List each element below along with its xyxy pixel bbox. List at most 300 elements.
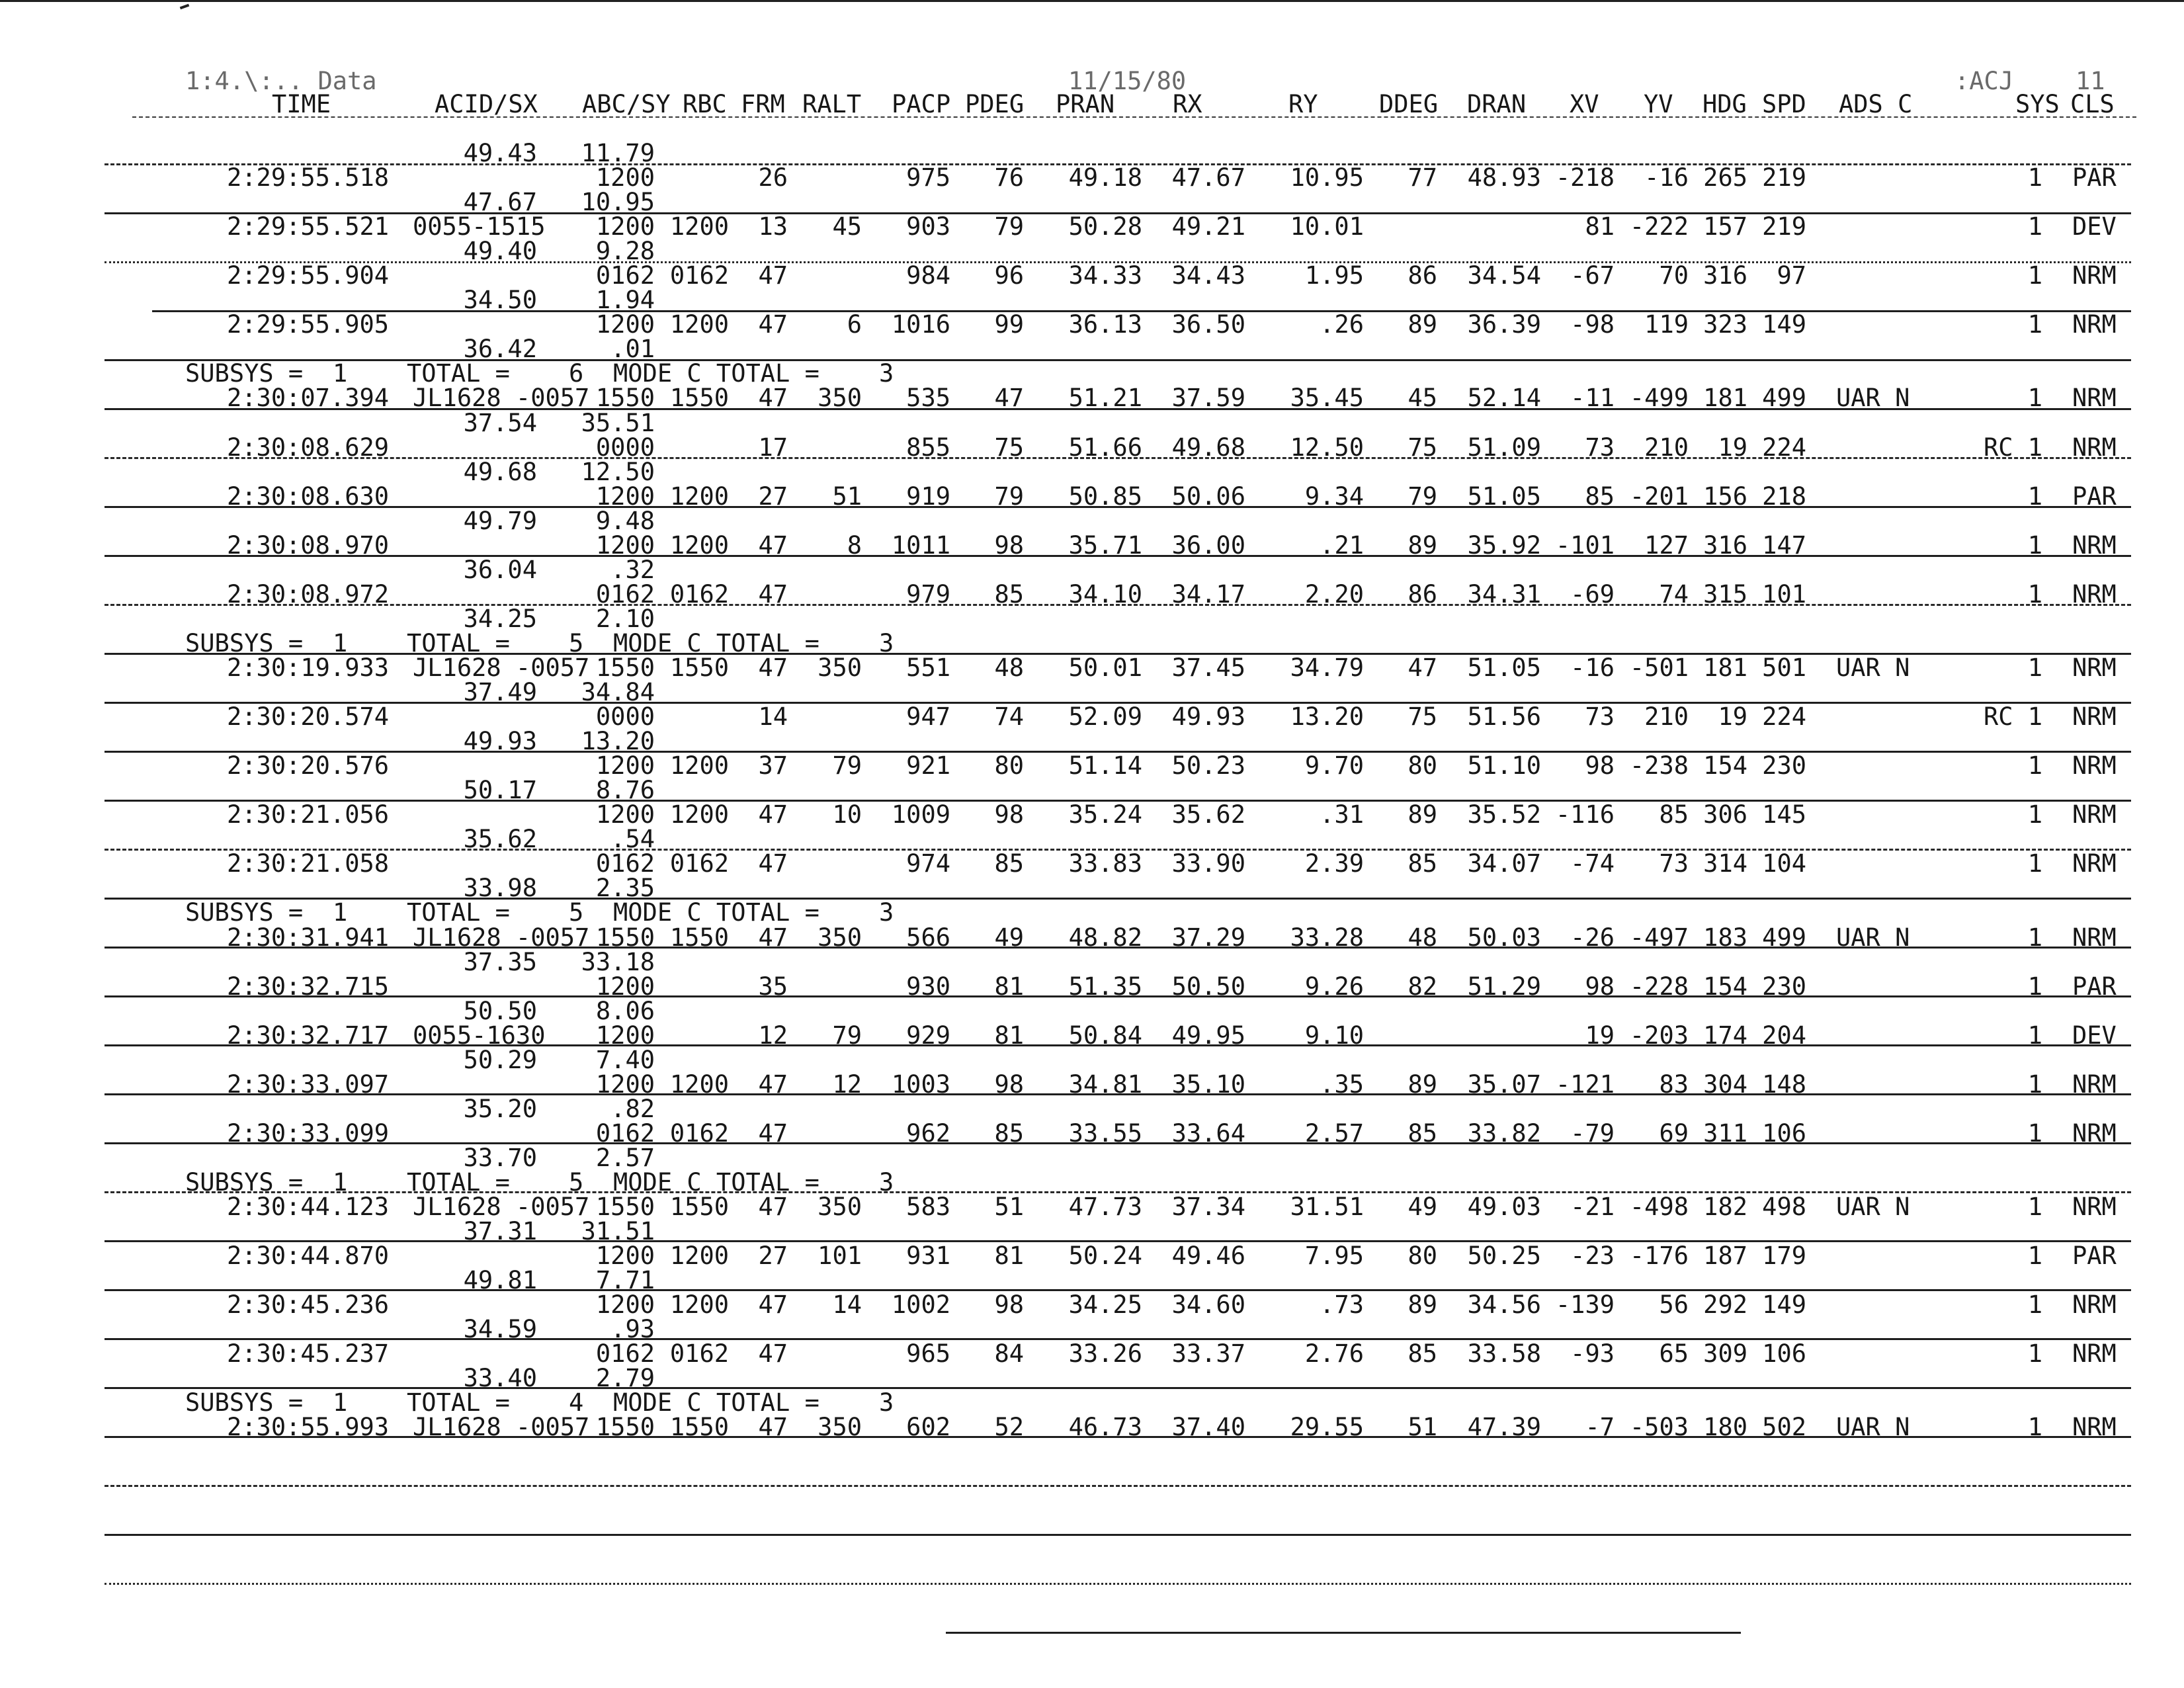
sx-cell: 49.40 <box>463 237 537 266</box>
mode-c-total-value: 3 <box>879 1388 894 1417</box>
track-record-row <box>0 165 2184 190</box>
ads-cell: UAR N <box>1836 923 1910 952</box>
rbc-cell: 1200 <box>669 212 729 241</box>
ry-cell: 10.95 <box>1290 163 1364 192</box>
header-underline <box>132 116 2136 118</box>
hdg-cell: 316 <box>1703 530 1747 560</box>
track-record-row <box>0 435 2184 460</box>
sx-cell: 49.68 <box>463 457 537 486</box>
acid-cell: JL1628 -0057 <box>413 1193 590 1222</box>
sys-cell: 1 <box>2027 751 2042 781</box>
report-date: 11/15/80 <box>1068 67 1187 95</box>
sx-sy-subrow <box>0 825 2184 854</box>
ry-cell: .31 <box>1320 800 1364 829</box>
pran-cell: 51.35 <box>1068 972 1142 1001</box>
yv-cell: 83 <box>1659 1070 1689 1099</box>
dran-cell: 51.09 <box>1467 433 1541 462</box>
cls-cell: NRM <box>2072 530 2117 560</box>
pran-cell: 50.24 <box>1068 1242 1142 1271</box>
sys-cell: 1 <box>2027 1413 2042 1442</box>
pacp-cell: 921 <box>906 751 950 781</box>
pacp-cell: 855 <box>906 433 950 462</box>
abc-cell: 1200 <box>595 482 655 511</box>
rc-flag-cell: RC <box>1984 702 2013 732</box>
time-cell: 2:30:08.970 <box>227 530 390 560</box>
spd-cell: 97 <box>1777 261 1806 290</box>
sy-cell: 1.94 <box>595 286 655 315</box>
spd-cell: 101 <box>1762 579 1806 609</box>
yv-cell: 210 <box>1644 433 1689 462</box>
sys-cell: 1 <box>2027 163 2042 192</box>
time-cell: 2:29:55.905 <box>227 310 390 339</box>
subsystem-summary-row <box>0 1167 2184 1197</box>
sx-sy-subrow <box>0 1364 2184 1393</box>
total-label: TOTAL = <box>407 898 510 927</box>
col-header-rbc: RBC <box>683 90 727 118</box>
rbc-cell: 1550 <box>669 384 729 413</box>
dran-cell: 33.58 <box>1467 1339 1541 1369</box>
pran-cell: 48.82 <box>1068 923 1142 952</box>
cls-cell: NRM <box>2072 310 2117 339</box>
frm-cell: 47 <box>758 579 788 609</box>
abc-cell: 1550 <box>595 923 655 952</box>
cls-cell: NRM <box>2072 433 2117 462</box>
rx-cell: 36.00 <box>1171 530 1245 560</box>
dran-cell: 34.54 <box>1467 261 1541 290</box>
cls-cell: NRM <box>2072 751 2117 781</box>
pacp-cell: 929 <box>906 1021 950 1050</box>
sy-cell: 7.71 <box>595 1266 655 1295</box>
cls-cell: NRM <box>2072 1339 2117 1369</box>
sx-sy-subrow <box>0 604 2184 633</box>
total-value: 5 <box>569 1167 584 1197</box>
frm-cell: 47 <box>758 1413 788 1442</box>
pdeg-cell: 81 <box>994 1021 1024 1050</box>
subsystem-summary-row <box>0 900 2184 925</box>
pdeg-cell: 79 <box>994 212 1024 241</box>
total-value: 5 <box>569 628 584 657</box>
time-cell: 2:30:31.941 <box>227 923 390 952</box>
time-cell: 2:30:55.993 <box>227 1413 390 1442</box>
hdg-cell: 315 <box>1703 579 1747 609</box>
track-record-row <box>0 974 2184 999</box>
abc-cell: 1200 <box>595 530 655 560</box>
time-cell: 2:30:44.123 <box>227 1193 390 1222</box>
frm-cell: 13 <box>758 212 788 241</box>
ddeg-cell: 75 <box>1407 702 1437 732</box>
sys-cell: 1 <box>2027 849 2042 878</box>
ry-cell: 2.76 <box>1304 1339 1364 1369</box>
sx-sy-subrow <box>0 335 2184 364</box>
rx-cell: 37.34 <box>1171 1193 1245 1222</box>
hdg-cell: 265 <box>1703 163 1747 192</box>
xv-cell: 73 <box>1585 702 1615 732</box>
rx-cell: 37.59 <box>1171 384 1245 413</box>
spd-cell: 224 <box>1762 433 1806 462</box>
sx-cell: 36.04 <box>463 555 537 584</box>
ry-cell: .73 <box>1320 1290 1364 1320</box>
spd-cell: 148 <box>1762 1070 1806 1099</box>
sys-cell: 1 <box>2027 653 2042 682</box>
frm-cell: 47 <box>758 384 788 413</box>
dran-cell: 50.25 <box>1467 1242 1541 1271</box>
cls-cell: PAR <box>2072 1242 2117 1271</box>
rx-cell: 49.95 <box>1171 1021 1245 1050</box>
sx-cell: 37.35 <box>463 947 537 976</box>
dran-cell: 51.05 <box>1467 482 1541 511</box>
subsystem-summary-row <box>0 628 2184 657</box>
subsystem-summary-row <box>0 1390 2184 1415</box>
pdeg-cell: 96 <box>994 261 1024 290</box>
sys-cell: 1 <box>2027 433 2042 462</box>
abc-cell: 0162 <box>595 1339 655 1369</box>
spd-cell: 106 <box>1762 1118 1806 1148</box>
ddeg-cell: 75 <box>1407 433 1437 462</box>
pran-cell: 34.33 <box>1068 261 1142 290</box>
col-header-frm: FRM <box>741 90 785 118</box>
abc-cell: 1550 <box>595 1413 655 1442</box>
col-header-ads-c: ADS C <box>1839 90 1913 118</box>
sx-sy-subrow <box>0 141 2184 165</box>
track-record-row <box>0 851 2184 876</box>
pacp-cell: 535 <box>906 384 950 413</box>
total-value: 6 <box>569 359 584 388</box>
rx-cell: 49.46 <box>1171 1242 1245 1271</box>
frm-cell: 47 <box>758 530 788 560</box>
abc-cell: 1200 <box>595 163 655 192</box>
frm-cell: 47 <box>758 1118 788 1148</box>
sys-cell: 1 <box>2027 530 2042 560</box>
xv-cell: -16 <box>1570 653 1615 682</box>
sy-cell: 7.40 <box>595 1045 655 1074</box>
track-record-row <box>0 263 2184 288</box>
sy-cell: 11.79 <box>581 139 655 167</box>
spd-cell: 230 <box>1762 972 1806 1001</box>
sx-sy-subrow <box>0 1219 2184 1244</box>
sx-cell: 50.50 <box>463 996 537 1025</box>
pran-cell: 36.13 <box>1068 310 1142 339</box>
cls-cell: PAR <box>2072 163 2117 192</box>
yv-cell: -201 <box>1629 482 1689 511</box>
abc-cell: 1200 <box>595 972 655 1001</box>
col-header-time: TIME <box>272 90 331 118</box>
pdeg-cell: 52 <box>994 1413 1024 1442</box>
mode-c-total-value: 3 <box>879 628 894 657</box>
cls-cell: NRM <box>2072 579 2117 609</box>
col-header-spd: SPD <box>1762 90 1806 118</box>
rbc-cell: 0162 <box>669 1339 729 1369</box>
dran-cell: 34.31 <box>1467 579 1541 609</box>
pran-cell: 50.28 <box>1068 212 1142 241</box>
pran-cell: 49.18 <box>1068 163 1142 192</box>
hdg-cell: 157 <box>1703 212 1747 241</box>
pdeg-cell: 81 <box>994 1242 1024 1271</box>
frm-cell: 47 <box>758 1290 788 1320</box>
sy-cell: 2.79 <box>595 1364 655 1393</box>
ddeg-cell: 48 <box>1407 923 1437 952</box>
track-record-row <box>0 1023 2184 1048</box>
pacp-cell: 930 <box>906 972 950 1001</box>
cls-cell: NRM <box>2072 702 2117 732</box>
rx-cell: 36.50 <box>1171 310 1245 339</box>
time-cell: 2:30:32.715 <box>227 972 390 1001</box>
rx-cell: 35.10 <box>1171 1070 1245 1099</box>
track-record-row <box>0 214 2184 239</box>
abc-cell: 1200 <box>595 1290 655 1320</box>
track-record-row <box>0 1118 2184 1148</box>
dran-cell: 50.03 <box>1467 923 1541 952</box>
time-cell: 2:30:45.236 <box>227 1290 390 1320</box>
spd-cell: 230 <box>1762 751 1806 781</box>
time-cell: 2:30:21.058 <box>227 849 390 878</box>
pran-cell: 50.84 <box>1068 1021 1142 1050</box>
pran-cell: 33.83 <box>1068 849 1142 878</box>
sx-sy-subrow <box>0 1143 2184 1172</box>
ralt-cell: 6 <box>847 310 862 339</box>
sy-cell: 9.48 <box>595 506 655 535</box>
sys-cell: 1 <box>2027 1242 2042 1271</box>
time-cell: 2:30:08.630 <box>227 482 390 511</box>
rx-cell: 37.29 <box>1171 923 1245 952</box>
sx-cell: 49.43 <box>463 139 537 167</box>
frm-cell: 47 <box>758 653 788 682</box>
spd-cell: 104 <box>1762 849 1806 878</box>
cls-cell: PAR <box>2072 482 2117 511</box>
sy-cell: 13.20 <box>581 727 655 756</box>
abc-cell: 0000 <box>595 433 655 462</box>
pran-cell: 34.25 <box>1068 1290 1142 1320</box>
sy-cell: 12.50 <box>581 457 655 486</box>
spd-cell: 149 <box>1762 1290 1806 1320</box>
xv-cell: 98 <box>1585 972 1615 1001</box>
col-header-dran: DRAN <box>1467 90 1527 118</box>
mode-c-total-value: 3 <box>879 359 894 388</box>
ddeg-cell: 85 <box>1407 1118 1437 1148</box>
subsys-value: 1 <box>333 359 348 388</box>
sx-cell: 35.62 <box>463 825 537 854</box>
cls-cell: NRM <box>2072 800 2117 829</box>
ads-cell: UAR N <box>1836 1193 1910 1222</box>
hdg-cell: 19 <box>1718 702 1747 732</box>
sx-cell: 49.79 <box>463 506 537 535</box>
ry-cell: .21 <box>1320 530 1364 560</box>
sx-cell: 34.50 <box>463 286 537 315</box>
rx-cell: 33.37 <box>1171 1339 1245 1369</box>
sx-sy-subrow <box>0 408 2184 437</box>
sys-cell: 1 <box>2027 1193 2042 1222</box>
xv-cell: 81 <box>1585 212 1615 241</box>
pacp-cell: 1011 <box>891 530 950 560</box>
pacp-cell: 984 <box>906 261 950 290</box>
frm-cell: 27 <box>758 482 788 511</box>
sx-cell: 33.70 <box>463 1143 537 1172</box>
subsys-label: SUBSYS = <box>185 898 304 927</box>
cls-cell: NRM <box>2072 653 2117 682</box>
ruled-line <box>105 1485 2131 1487</box>
pacp-cell: 1003 <box>891 1070 950 1099</box>
pran-cell: 51.14 <box>1068 751 1142 781</box>
xv-cell: -69 <box>1570 579 1615 609</box>
xv-cell: -116 <box>1555 800 1615 829</box>
time-cell: 2:29:55.518 <box>227 163 390 192</box>
dran-cell: 51.10 <box>1467 751 1541 781</box>
total-label: TOTAL = <box>407 1167 510 1197</box>
hdg-cell: 154 <box>1703 972 1747 1001</box>
track-record-row <box>0 925 2184 950</box>
col-header-abc-sy: ABC/SY <box>582 90 671 118</box>
ralt-cell: 101 <box>818 1242 862 1271</box>
col-header-acid-sx: ACID/SX <box>435 90 538 118</box>
hdg-cell: 182 <box>1703 1193 1747 1222</box>
ruled-line <box>105 1583 2131 1585</box>
rx-cell: 34.43 <box>1171 261 1245 290</box>
dran-cell: 35.52 <box>1467 800 1541 829</box>
ry-cell: 9.10 <box>1304 1021 1364 1050</box>
col-header-pdeg: PDEG <box>965 90 1025 118</box>
sys-cell: 1 <box>2027 1070 2042 1099</box>
rbc-cell: 1200 <box>669 1290 729 1320</box>
abc-cell: 0000 <box>595 702 655 732</box>
sy-cell: 2.35 <box>595 874 655 903</box>
time-cell: 2:30:19.933 <box>227 653 390 682</box>
cls-cell: DEV <box>2072 1021 2117 1050</box>
abc-cell: 0162 <box>595 1118 655 1148</box>
frm-cell: 47 <box>758 923 788 952</box>
subsys-value: 1 <box>333 1167 348 1197</box>
ddeg-cell: 47 <box>1407 653 1437 682</box>
rbc-cell: 1200 <box>669 310 729 339</box>
abc-cell: 1550 <box>595 653 655 682</box>
xv-cell: -121 <box>1555 1070 1615 1099</box>
sys-cell: 1 <box>2027 261 2042 290</box>
sy-cell: .01 <box>610 335 655 364</box>
ry-cell: 33.28 <box>1290 923 1364 952</box>
hdg-cell: 292 <box>1703 1290 1747 1320</box>
rbc-cell: 1550 <box>669 923 729 952</box>
hdg-cell: 174 <box>1703 1021 1747 1050</box>
sx-sy-subrow <box>0 996 2184 1025</box>
xv-cell: -218 <box>1555 163 1615 192</box>
yv-cell: 65 <box>1659 1339 1689 1369</box>
yv-cell: 73 <box>1659 849 1689 878</box>
paper-top-edge <box>0 0 2184 2</box>
col-header-rx: RX <box>1173 90 1202 118</box>
spd-cell: 204 <box>1762 1021 1806 1050</box>
hdg-cell: 154 <box>1703 751 1747 781</box>
track-record-row <box>0 530 2184 560</box>
xv-cell: 98 <box>1585 751 1615 781</box>
pran-cell: 35.24 <box>1068 800 1142 829</box>
rbc-cell: 1200 <box>669 1070 729 1099</box>
track-record-row <box>0 1242 2184 1271</box>
sx-cell: 49.93 <box>463 727 537 756</box>
pacp-cell: 583 <box>906 1193 950 1222</box>
rx-cell: 50.23 <box>1171 751 1245 781</box>
rx-cell: 37.45 <box>1171 653 1245 682</box>
pdeg-cell: 80 <box>994 751 1024 781</box>
ry-cell: 7.95 <box>1304 1242 1364 1271</box>
hdg-cell: 304 <box>1703 1070 1747 1099</box>
subsys-value: 1 <box>333 898 348 927</box>
pacp-cell: 919 <box>906 482 950 511</box>
abc-cell: 1550 <box>595 384 655 413</box>
mode-c-total-label: MODE C TOTAL = <box>613 628 819 657</box>
rx-cell: 50.50 <box>1171 972 1245 1001</box>
pran-cell: 34.81 <box>1068 1070 1142 1099</box>
abc-cell: 1550 <box>595 1193 655 1222</box>
time-cell: 2:29:55.904 <box>227 261 390 290</box>
ry-cell: 35.45 <box>1290 384 1364 413</box>
ddeg-cell: 86 <box>1407 261 1437 290</box>
ddeg-cell: 49 <box>1407 1193 1437 1222</box>
sys-cell: 1 <box>2027 384 2042 413</box>
col-header-ralt: RALT <box>802 90 862 118</box>
spd-cell: 106 <box>1762 1339 1806 1369</box>
cls-cell: NRM <box>2072 384 2117 413</box>
yv-cell: 127 <box>1644 530 1689 560</box>
ralt-cell: 8 <box>847 530 862 560</box>
dran-cell: 49.03 <box>1467 1193 1541 1222</box>
frm-cell: 12 <box>758 1021 788 1050</box>
yv-cell: -499 <box>1629 384 1689 413</box>
frm-cell: 35 <box>758 972 788 1001</box>
subsys-value: 1 <box>333 1388 348 1417</box>
pacp-cell: 1002 <box>891 1290 950 1320</box>
pacp-cell: 903 <box>906 212 950 241</box>
xv-cell: -101 <box>1555 530 1615 560</box>
pran-cell: 35.71 <box>1068 530 1142 560</box>
hdg-cell: 187 <box>1703 1242 1747 1271</box>
track-record-row <box>0 655 2184 680</box>
mode-c-total-label: MODE C TOTAL = <box>613 1167 819 1197</box>
pacp-cell: 566 <box>906 923 950 952</box>
spd-cell: 149 <box>1762 310 1806 339</box>
yv-cell: 69 <box>1659 1118 1689 1148</box>
ralt-cell: 45 <box>832 212 862 241</box>
sy-cell: 2.57 <box>595 1143 655 1172</box>
sys-cell: 1 <box>2027 1021 2042 1050</box>
frm-cell: 27 <box>758 1242 788 1271</box>
sy-cell: .82 <box>610 1094 655 1123</box>
ralt-cell: 350 <box>818 923 862 952</box>
xv-cell: -26 <box>1570 923 1615 952</box>
abc-cell: 1200 <box>595 800 655 829</box>
ry-cell: 31.51 <box>1290 1193 1364 1222</box>
col-header-yv: YV <box>1644 90 1673 118</box>
frm-cell: 37 <box>758 751 788 781</box>
yv-cell: -498 <box>1629 1193 1689 1222</box>
header-left-caption: 1:4.\:.. Data <box>185 67 377 95</box>
dran-cell: 33.82 <box>1467 1118 1541 1148</box>
sys-cell: 1 <box>2027 212 2042 241</box>
pran-cell: 51.21 <box>1068 384 1142 413</box>
abc-cell: 1200 <box>595 751 655 781</box>
rbc-cell: 1200 <box>669 1242 729 1271</box>
pen-mark <box>180 4 190 10</box>
spd-cell: 501 <box>1762 653 1806 682</box>
dran-cell: 34.07 <box>1467 849 1541 878</box>
time-cell: 2:30:07.394 <box>227 384 390 413</box>
hdg-cell: 156 <box>1703 482 1747 511</box>
pdeg-cell: 84 <box>994 1339 1024 1369</box>
pacp-cell: 931 <box>906 1242 950 1271</box>
spd-cell: 147 <box>1762 530 1806 560</box>
ry-cell: 13.20 <box>1290 702 1364 732</box>
total-value: 4 <box>569 1388 584 1417</box>
time-cell: 2:30:32.717 <box>227 1021 390 1050</box>
dran-cell: 52.14 <box>1467 384 1541 413</box>
cls-cell: NRM <box>2072 1290 2117 1320</box>
